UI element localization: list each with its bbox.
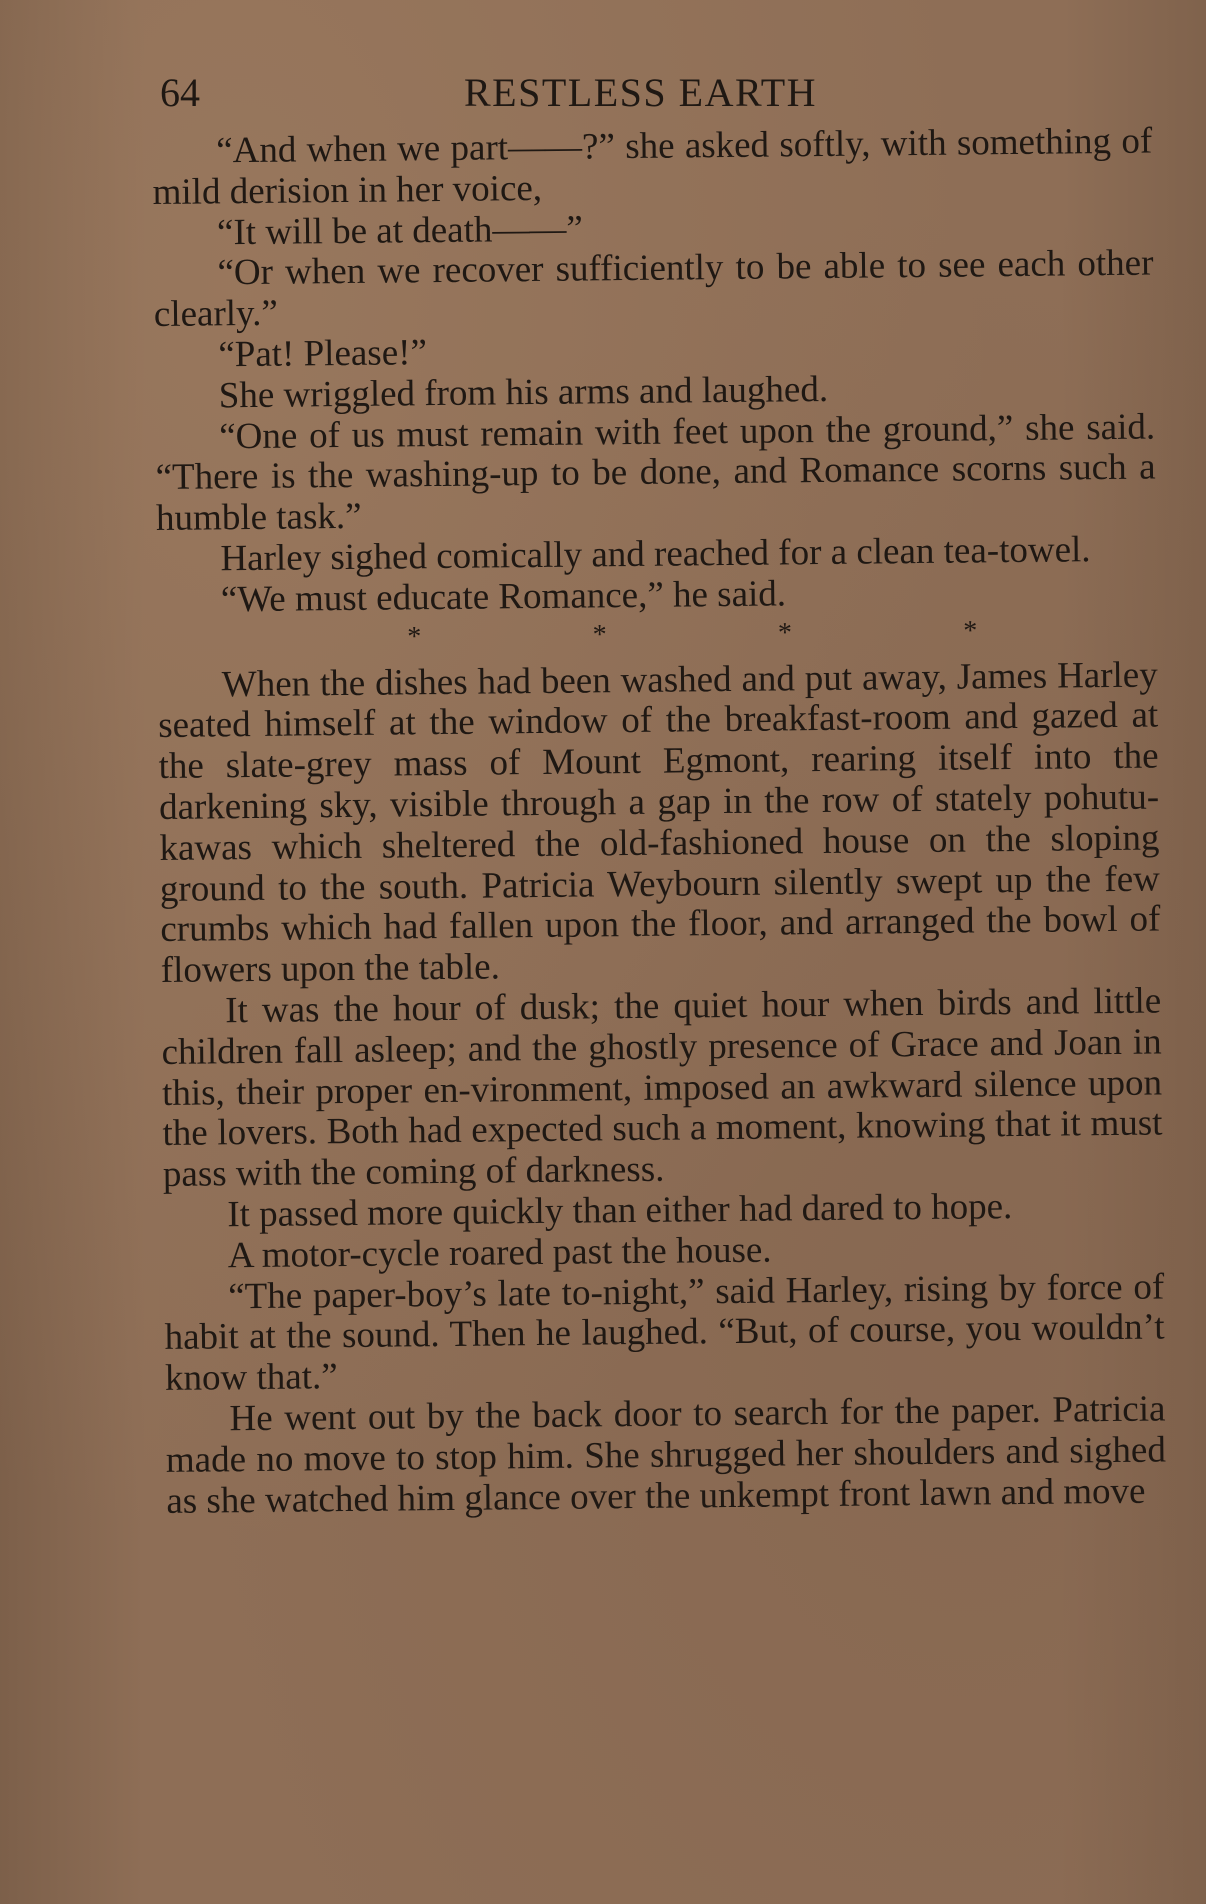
- paragraph: “The paper-boy’s late to-night,” said Harley, rising by force of habit at the sound. Then he laughed. “But, of course, you wouldn’t know that.”: [164, 1265, 1165, 1400]
- paragraph: “Pat! Please!”: [218, 332, 428, 376]
- paragraph: He went out by the back door to search for the paper. Patricia made no move to stop him. She shrugged her shoulders and sighed as she watched him glance over the unkempt front lawn and move: [165, 1388, 1167, 1522]
- section-star: *: [407, 620, 422, 652]
- page-number: 64: [160, 70, 200, 115]
- section-star: *: [777, 616, 793, 649]
- paragraph: It passed more quickly than either had dared to hope.: [227, 1185, 1013, 1236]
- paragraph: She wriggled from his arms and laughed.: [218, 368, 829, 417]
- paragraph: “And when we part——?” she asked softly, with something of mild derision in her voice,: [152, 120, 1153, 213]
- paragraph: “It will be at death——”: [216, 208, 584, 253]
- paragraph: When the dishes had been washed and put away, James Harley seated himself at the window of the breakfast-room and gazed at the slate-grey mass of Mount Egmont, rearing itself into the darkening sky, visible through a gap in the row of stately pohutu-kawas which sheltered the old-fashioned house on the sloping ground to the south. Patricia Weybourn silently swept up the few crumbs which had fallen upon the floor, and arranged the bowl of flowers upon the table.: [158, 654, 1161, 992]
- paragraph: “We must educate Romance,” he said.: [220, 573, 787, 621]
- paragraph: “Or when we recover sufficiently to be able to see each other clearly.”: [153, 242, 1154, 336]
- section-star: *: [963, 614, 978, 647]
- body-text: [152, 122, 1167, 1523]
- paragraph: It was the hour of dusk; the quiet hour when birds and little children fall asleep; and the ghostly presence of Grace and Joan in this, their proper en-vironment, imposed an awkward silence upon the lovers. Both had expected such a moment, knowing that it must pass with the coming of darkness.: [161, 980, 1163, 1196]
- section-star: *: [592, 618, 607, 650]
- paragraph: “One of us must remain with feet upon the ground,” she said. “There is the washing-up to be done, and Romance scorns such a humble task.”: [155, 406, 1156, 540]
- page-header: [160, 66, 1160, 120]
- paragraph: A motor-cycle roared past the house.: [227, 1229, 772, 1276]
- running-head: RESTLESS EARTH: [464, 70, 818, 115]
- paragraph: Harley sighed comically and reached for a clean tea-towel.: [220, 529, 1091, 580]
